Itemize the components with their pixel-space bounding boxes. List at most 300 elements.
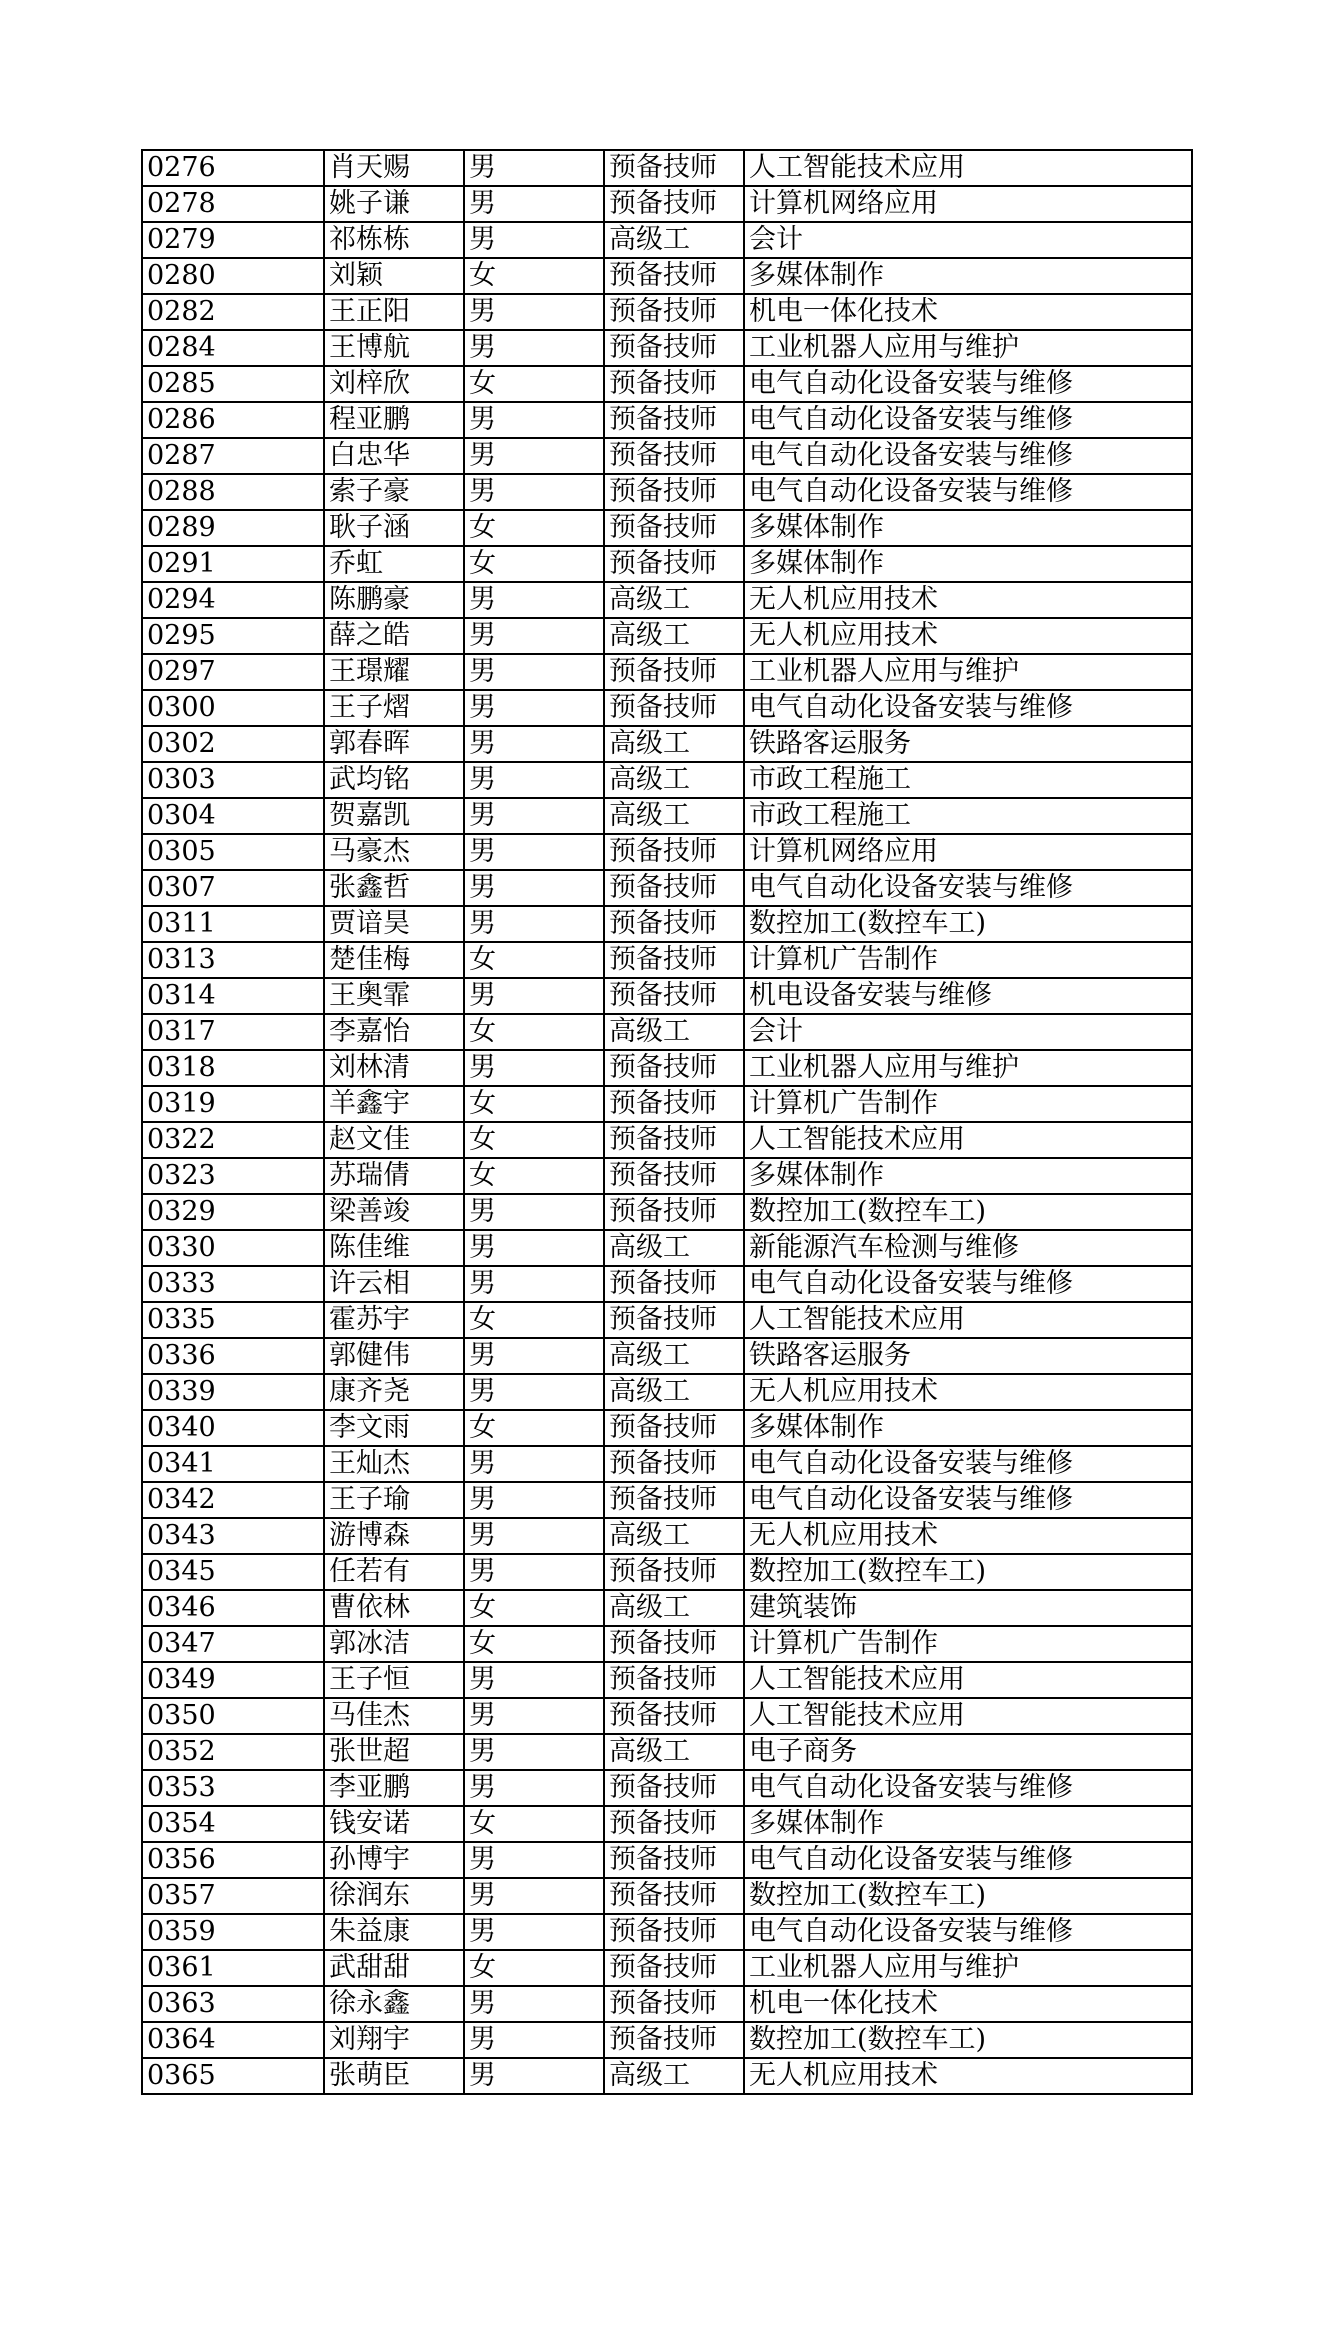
gender-cell: 女 [464, 1122, 604, 1158]
gender-cell: 女 [464, 1158, 604, 1194]
major-cell: 铁路客运服务 [744, 726, 1192, 762]
id-cell: 0341 [142, 1446, 324, 1482]
level-cell: 高级工 [604, 2058, 744, 2094]
id-cell: 0318 [142, 1050, 324, 1086]
gender-cell: 女 [464, 1302, 604, 1338]
id-cell: 0339 [142, 1374, 324, 1410]
major-cell: 无人机应用技术 [744, 1518, 1192, 1554]
table-row [142, 222, 1192, 258]
name-cell: 徐永鑫 [324, 1986, 464, 2022]
level-cell: 预备技师 [604, 438, 744, 474]
name-cell: 王灿杰 [324, 1446, 464, 1482]
gender-cell: 男 [464, 1878, 604, 1914]
major-cell: 铁路客运服务 [744, 1338, 1192, 1374]
table-row [142, 2022, 1192, 2058]
name-cell: 梁善竣 [324, 1194, 464, 1230]
table-row [142, 1986, 1192, 2022]
table-row [142, 1914, 1192, 1950]
name-cell: 曹依林 [324, 1590, 464, 1626]
gender-cell: 女 [464, 942, 604, 978]
id-cell: 0350 [142, 1698, 324, 1734]
name-cell: 乔虹 [324, 546, 464, 582]
table-row [142, 1698, 1192, 1734]
major-cell: 无人机应用技术 [744, 2058, 1192, 2094]
level-cell: 预备技师 [604, 1266, 744, 1302]
id-cell: 0304 [142, 798, 324, 834]
id-cell: 0284 [142, 330, 324, 366]
gender-cell: 男 [464, 906, 604, 942]
level-cell: 预备技师 [604, 690, 744, 726]
table-row [142, 1230, 1192, 1266]
table-row [142, 1194, 1192, 1230]
gender-cell: 男 [464, 870, 604, 906]
level-cell: 预备技师 [604, 402, 744, 438]
name-cell: 郭春晖 [324, 726, 464, 762]
level-cell: 预备技师 [604, 654, 744, 690]
name-cell: 刘颖 [324, 258, 464, 294]
id-cell: 0287 [142, 438, 324, 474]
level-cell: 高级工 [604, 798, 744, 834]
level-cell: 预备技师 [604, 1410, 744, 1446]
id-cell: 0343 [142, 1518, 324, 1554]
level-cell: 预备技师 [604, 1770, 744, 1806]
major-cell: 电气自动化设备安装与维修 [744, 1482, 1192, 1518]
gender-cell: 男 [464, 474, 604, 510]
level-cell: 预备技师 [604, 1554, 744, 1590]
name-cell: 刘梓欣 [324, 366, 464, 402]
table-row [142, 654, 1192, 690]
major-cell: 多媒体制作 [744, 258, 1192, 294]
table-row [142, 1014, 1192, 1050]
table-row [142, 726, 1192, 762]
level-cell: 预备技师 [604, 366, 744, 402]
gender-cell: 男 [464, 1842, 604, 1878]
id-cell: 0286 [142, 402, 324, 438]
name-cell: 王璟耀 [324, 654, 464, 690]
major-cell: 计算机网络应用 [744, 186, 1192, 222]
major-cell: 机电设备安装与维修 [744, 978, 1192, 1014]
table-row [142, 690, 1192, 726]
name-cell: 游博森 [324, 1518, 464, 1554]
gender-cell: 男 [464, 834, 604, 870]
major-cell: 无人机应用技术 [744, 582, 1192, 618]
major-cell: 电气自动化设备安装与维修 [744, 1842, 1192, 1878]
level-cell: 预备技师 [604, 1662, 744, 1698]
gender-cell: 女 [464, 1626, 604, 1662]
table-row [142, 1482, 1192, 1518]
level-cell: 高级工 [604, 618, 744, 654]
level-cell: 高级工 [604, 1590, 744, 1626]
id-cell: 0346 [142, 1590, 324, 1626]
id-cell: 0314 [142, 978, 324, 1014]
table-row [142, 798, 1192, 834]
id-cell: 0288 [142, 474, 324, 510]
name-cell: 武甜甜 [324, 1950, 464, 1986]
major-cell: 电子商务 [744, 1734, 1192, 1770]
gender-cell: 男 [464, 330, 604, 366]
name-cell: 马豪杰 [324, 834, 464, 870]
major-cell: 数控加工(数控车工) [744, 1554, 1192, 1590]
gender-cell: 男 [464, 1770, 604, 1806]
id-cell: 0340 [142, 1410, 324, 1446]
id-cell: 0300 [142, 690, 324, 726]
table-row [142, 366, 1192, 402]
id-cell: 0305 [142, 834, 324, 870]
name-cell: 贾谙昊 [324, 906, 464, 942]
major-cell: 工业机器人应用与维护 [744, 1950, 1192, 1986]
id-cell: 0330 [142, 1230, 324, 1266]
major-cell: 多媒体制作 [744, 1158, 1192, 1194]
id-cell: 0353 [142, 1770, 324, 1806]
id-cell: 0356 [142, 1842, 324, 1878]
id-cell: 0282 [142, 294, 324, 330]
gender-cell: 女 [464, 1086, 604, 1122]
level-cell: 预备技师 [604, 834, 744, 870]
gender-cell: 男 [464, 654, 604, 690]
name-cell: 耿子涵 [324, 510, 464, 546]
name-cell: 索子豪 [324, 474, 464, 510]
level-cell: 预备技师 [604, 1626, 744, 1662]
major-cell: 人工智能技术应用 [744, 1662, 1192, 1698]
name-cell: 李文雨 [324, 1410, 464, 1446]
major-cell: 机电一体化技术 [744, 294, 1192, 330]
id-cell: 0354 [142, 1806, 324, 1842]
table-row [142, 1806, 1192, 1842]
table-row [142, 150, 1192, 186]
major-cell: 数控加工(数控车工) [744, 1194, 1192, 1230]
table-row [142, 1950, 1192, 1986]
id-cell: 0289 [142, 510, 324, 546]
table-row [142, 438, 1192, 474]
id-cell: 0285 [142, 366, 324, 402]
level-cell: 预备技师 [604, 546, 744, 582]
id-cell: 0279 [142, 222, 324, 258]
table-row [142, 186, 1192, 222]
id-cell: 0347 [142, 1626, 324, 1662]
major-cell: 工业机器人应用与维护 [744, 654, 1192, 690]
gender-cell: 男 [464, 1914, 604, 1950]
gender-cell: 女 [464, 1590, 604, 1626]
level-cell: 高级工 [604, 582, 744, 618]
gender-cell: 女 [464, 1410, 604, 1446]
id-cell: 0319 [142, 1086, 324, 1122]
gender-cell: 男 [464, 1986, 604, 2022]
table-row [142, 330, 1192, 366]
id-cell: 0323 [142, 1158, 324, 1194]
gender-cell: 男 [464, 618, 604, 654]
major-cell: 人工智能技术应用 [744, 150, 1192, 186]
name-cell: 刘林清 [324, 1050, 464, 1086]
gender-cell: 男 [464, 1338, 604, 1374]
table-row [142, 1266, 1192, 1302]
gender-cell: 男 [464, 1050, 604, 1086]
level-cell: 预备技师 [604, 186, 744, 222]
id-cell: 0313 [142, 942, 324, 978]
major-cell: 电气自动化设备安装与维修 [744, 1446, 1192, 1482]
gender-cell: 男 [464, 762, 604, 798]
major-cell: 市政工程施工 [744, 762, 1192, 798]
name-cell: 王子瑜 [324, 1482, 464, 1518]
name-cell: 苏瑞倩 [324, 1158, 464, 1194]
name-cell: 王子熠 [324, 690, 464, 726]
level-cell: 预备技师 [604, 1986, 744, 2022]
id-cell: 0357 [142, 1878, 324, 1914]
level-cell: 预备技师 [604, 1806, 744, 1842]
table-row [142, 870, 1192, 906]
gender-cell: 男 [464, 1266, 604, 1302]
name-cell: 许云相 [324, 1266, 464, 1302]
name-cell: 孙博宇 [324, 1842, 464, 1878]
major-cell: 数控加工(数控车工) [744, 906, 1192, 942]
level-cell: 高级工 [604, 1338, 744, 1374]
gender-cell: 男 [464, 2022, 604, 2058]
id-cell: 0336 [142, 1338, 324, 1374]
level-cell: 预备技师 [604, 294, 744, 330]
name-cell: 王博航 [324, 330, 464, 366]
table-row [142, 1158, 1192, 1194]
gender-cell: 女 [464, 546, 604, 582]
table-row [142, 510, 1192, 546]
level-cell: 高级工 [604, 762, 744, 798]
level-cell: 预备技师 [604, 474, 744, 510]
id-cell: 0364 [142, 2022, 324, 2058]
table-row [142, 1338, 1192, 1374]
major-cell: 电气自动化设备安装与维修 [744, 474, 1192, 510]
table-row [142, 1302, 1192, 1338]
level-cell: 高级工 [604, 1374, 744, 1410]
major-cell: 电气自动化设备安装与维修 [744, 1266, 1192, 1302]
name-cell: 楚佳梅 [324, 942, 464, 978]
table-row [142, 2058, 1192, 2094]
id-cell: 0291 [142, 546, 324, 582]
gender-cell: 女 [464, 1950, 604, 1986]
level-cell: 预备技师 [604, 906, 744, 942]
table-row [142, 1374, 1192, 1410]
id-cell: 0349 [142, 1662, 324, 1698]
name-cell: 祁栋栋 [324, 222, 464, 258]
table-row [142, 1842, 1192, 1878]
level-cell: 预备技师 [604, 150, 744, 186]
table-row [142, 1050, 1192, 1086]
name-cell: 张世超 [324, 1734, 464, 1770]
major-cell: 多媒体制作 [744, 510, 1192, 546]
name-cell: 王正阳 [324, 294, 464, 330]
name-cell: 李嘉怡 [324, 1014, 464, 1050]
id-cell: 0311 [142, 906, 324, 942]
level-cell: 预备技师 [604, 510, 744, 546]
name-cell: 钱安诺 [324, 1806, 464, 1842]
name-cell: 张鑫哲 [324, 870, 464, 906]
major-cell: 人工智能技术应用 [744, 1698, 1192, 1734]
major-cell: 多媒体制作 [744, 1806, 1192, 1842]
major-cell: 计算机广告制作 [744, 942, 1192, 978]
level-cell: 高级工 [604, 1734, 744, 1770]
level-cell: 高级工 [604, 1014, 744, 1050]
major-cell: 电气自动化设备安装与维修 [744, 870, 1192, 906]
table-row [142, 1518, 1192, 1554]
gender-cell: 男 [464, 1734, 604, 1770]
level-cell: 预备技师 [604, 1446, 744, 1482]
major-cell: 电气自动化设备安装与维修 [744, 402, 1192, 438]
level-cell: 预备技师 [604, 1122, 744, 1158]
level-cell: 预备技师 [604, 1050, 744, 1086]
name-cell: 白忠华 [324, 438, 464, 474]
name-cell: 刘翔宇 [324, 2022, 464, 2058]
name-cell: 郭冰洁 [324, 1626, 464, 1662]
name-cell: 肖天赐 [324, 150, 464, 186]
gender-cell: 男 [464, 1194, 604, 1230]
gender-cell: 男 [464, 150, 604, 186]
level-cell: 预备技师 [604, 1158, 744, 1194]
name-cell: 张萌臣 [324, 2058, 464, 2094]
major-cell: 机电一体化技术 [744, 1986, 1192, 2022]
name-cell: 徐润东 [324, 1878, 464, 1914]
gender-cell: 男 [464, 1482, 604, 1518]
level-cell: 高级工 [604, 1518, 744, 1554]
id-cell: 0302 [142, 726, 324, 762]
major-cell: 建筑装饰 [744, 1590, 1192, 1626]
id-cell: 0280 [142, 258, 324, 294]
table-row [142, 906, 1192, 942]
major-cell: 电气自动化设备安装与维修 [744, 438, 1192, 474]
id-cell: 0294 [142, 582, 324, 618]
gender-cell: 男 [464, 978, 604, 1014]
major-cell: 数控加工(数控车工) [744, 1878, 1192, 1914]
level-cell: 预备技师 [604, 330, 744, 366]
level-cell: 预备技师 [604, 1086, 744, 1122]
major-cell: 计算机广告制作 [744, 1086, 1192, 1122]
student-roster-table [141, 149, 1193, 2095]
table-row [142, 978, 1192, 1014]
name-cell: 贺嘉凯 [324, 798, 464, 834]
id-cell: 0295 [142, 618, 324, 654]
level-cell: 预备技师 [604, 1482, 744, 1518]
id-cell: 0342 [142, 1482, 324, 1518]
id-cell: 0322 [142, 1122, 324, 1158]
table-row [142, 834, 1192, 870]
major-cell: 工业机器人应用与维护 [744, 1050, 1192, 1086]
major-cell: 电气自动化设备安装与维修 [744, 1770, 1192, 1806]
major-cell: 会计 [744, 1014, 1192, 1050]
id-cell: 0352 [142, 1734, 324, 1770]
table-row [142, 474, 1192, 510]
major-cell: 工业机器人应用与维护 [744, 330, 1192, 366]
level-cell: 高级工 [604, 222, 744, 258]
name-cell: 李亚鹏 [324, 1770, 464, 1806]
id-cell: 0317 [142, 1014, 324, 1050]
name-cell: 羊鑫宇 [324, 1086, 464, 1122]
major-cell: 无人机应用技术 [744, 618, 1192, 654]
table-row [142, 582, 1192, 618]
major-cell: 会计 [744, 222, 1192, 258]
table-row [142, 618, 1192, 654]
table-row [142, 1626, 1192, 1662]
table-row [142, 1446, 1192, 1482]
gender-cell: 女 [464, 1014, 604, 1050]
gender-cell: 男 [464, 222, 604, 258]
level-cell: 预备技师 [604, 1842, 744, 1878]
level-cell: 预备技师 [604, 942, 744, 978]
name-cell: 郭健伟 [324, 1338, 464, 1374]
level-cell: 预备技师 [604, 1302, 744, 1338]
gender-cell: 男 [464, 582, 604, 618]
level-cell: 预备技师 [604, 1950, 744, 1986]
level-cell: 高级工 [604, 1230, 744, 1266]
table-row [142, 1590, 1192, 1626]
name-cell: 朱益康 [324, 1914, 464, 1950]
gender-cell: 女 [464, 1806, 604, 1842]
gender-cell: 男 [464, 726, 604, 762]
id-cell: 0297 [142, 654, 324, 690]
name-cell: 薛之皓 [324, 618, 464, 654]
level-cell: 预备技师 [604, 978, 744, 1014]
table-row [142, 402, 1192, 438]
name-cell: 陈佳维 [324, 1230, 464, 1266]
id-cell: 0361 [142, 1950, 324, 1986]
id-cell: 0333 [142, 1266, 324, 1302]
name-cell: 武均铭 [324, 762, 464, 798]
level-cell: 高级工 [604, 726, 744, 762]
gender-cell: 男 [464, 1698, 604, 1734]
gender-cell: 女 [464, 258, 604, 294]
gender-cell: 男 [464, 186, 604, 222]
table-row [142, 1734, 1192, 1770]
name-cell: 陈鹏豪 [324, 582, 464, 618]
major-cell: 电气自动化设备安装与维修 [744, 1914, 1192, 1950]
name-cell: 程亚鹏 [324, 402, 464, 438]
name-cell: 康齐尧 [324, 1374, 464, 1410]
id-cell: 0363 [142, 1986, 324, 2022]
level-cell: 预备技师 [604, 1878, 744, 1914]
level-cell: 预备技师 [604, 2022, 744, 2058]
level-cell: 预备技师 [604, 258, 744, 294]
gender-cell: 男 [464, 1662, 604, 1698]
id-cell: 0307 [142, 870, 324, 906]
table-row [142, 762, 1192, 798]
major-cell: 新能源汽车检测与维修 [744, 1230, 1192, 1266]
gender-cell: 男 [464, 1446, 604, 1482]
major-cell: 电气自动化设备安装与维修 [744, 690, 1192, 726]
gender-cell: 女 [464, 366, 604, 402]
table-row [142, 1410, 1192, 1446]
name-cell: 姚子谦 [324, 186, 464, 222]
table-row [142, 546, 1192, 582]
major-cell: 多媒体制作 [744, 546, 1192, 582]
level-cell: 预备技师 [604, 1698, 744, 1734]
major-cell: 无人机应用技术 [744, 1374, 1192, 1410]
major-cell: 多媒体制作 [744, 1410, 1192, 1446]
table-row [142, 1122, 1192, 1158]
table-row [142, 258, 1192, 294]
name-cell: 王奥霏 [324, 978, 464, 1014]
major-cell: 人工智能技术应用 [744, 1302, 1192, 1338]
id-cell: 0365 [142, 2058, 324, 2094]
id-cell: 0329 [142, 1194, 324, 1230]
name-cell: 赵文佳 [324, 1122, 464, 1158]
major-cell: 电气自动化设备安装与维修 [744, 366, 1192, 402]
roster-body [142, 150, 1192, 2094]
major-cell: 计算机广告制作 [744, 1626, 1192, 1662]
table-row [142, 1086, 1192, 1122]
gender-cell: 男 [464, 1374, 604, 1410]
table-row [142, 1878, 1192, 1914]
id-cell: 0303 [142, 762, 324, 798]
gender-cell: 男 [464, 294, 604, 330]
gender-cell: 男 [464, 2058, 604, 2094]
gender-cell: 男 [464, 798, 604, 834]
major-cell: 市政工程施工 [744, 798, 1192, 834]
gender-cell: 男 [464, 438, 604, 474]
